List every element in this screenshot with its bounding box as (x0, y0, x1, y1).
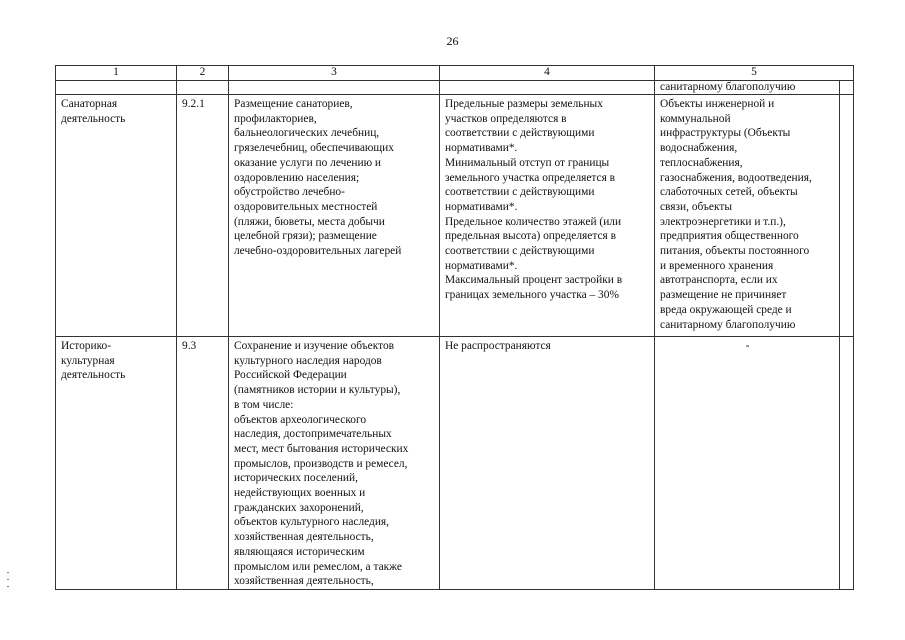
cell-empty (177, 81, 229, 95)
cell-empty (229, 81, 440, 95)
page-number: 26 (446, 34, 459, 48)
scan-edge-mark (7, 579, 9, 580)
continuation-auxiliary-cell: санитарному благополучию (655, 81, 840, 95)
cell-empty (56, 81, 177, 95)
row-auxiliary-cell: Объекты инженерной и коммунальной инфраструктуры (Объекты водоснабжения, теплоснабжения, газоснабжения, водоотведения, слаботочных сетей, объекты связи, объекты электроэнергетики и т.п.), предприятия общественного питания, объекты постоянного и временного хранения автотранспорта, если их размещение не причиняет вреда окружающей среде и санитарному благополучию (655, 95, 840, 337)
cell-empty (440, 81, 655, 95)
row-name-cell: Историко- культурная деятельность (56, 337, 177, 590)
table-header-row (56, 66, 854, 81)
header-col-2: 2 (177, 66, 229, 81)
land-use-regulations-table (55, 65, 854, 590)
cell-empty (840, 337, 854, 590)
row-description-cell: Сохранение и изучение объектов культурного наследия народов Российской Федерации (памятников истории и культуры), в том числе: объектов археологического наследия, достопримечательных мест, мест бытования исторических промыслов, производств и ремесел, исторических поселений, недействующих военных и гражданских захоронений, объектов культурного наследия, хозяйственная деятельность, являющаяся историческим промыслом или ремеслом, а также хозяйственная деятельность, (229, 337, 440, 590)
row-parameters-cell: Не распространяются (440, 337, 655, 590)
scan-edge-mark (7, 572, 9, 573)
row-code-cell: 9.3 (177, 337, 229, 590)
table-row (56, 95, 854, 337)
header-col-1: 1 (56, 66, 177, 81)
table-row (56, 337, 854, 590)
continuation-row (56, 81, 854, 95)
header-col-3: 3 (229, 66, 440, 81)
row-code-cell: 9.2.1 (177, 95, 229, 337)
cell-empty (840, 81, 854, 95)
header-col-5: 5 (655, 66, 854, 81)
header-col-4: 4 (440, 66, 655, 81)
row-name-cell: Санаторная деятельность (56, 95, 177, 337)
row-description-cell: Размещение санаториев, профилакториев, бальнеологических лечебниц, грязелечебниц, обеспечивающих оказание услуги по лечению и оздоровлению населения; обустройство лечебно- оздоровительных местностей (пляжи, бюветы, места добычи целебной грязи); размещение лечебно-оздоровительных лагерей (229, 95, 440, 337)
row-parameters-cell: Предельные размеры земельных участков определяются в соответствии с действующими нормативами*. Минимальный отступ от границы земельного участка определяется в соответствии с действующими нормативами*. Предельное количество этажей (или предельная высота) определяется в соответствии с действующими нормативами*. Максимальный процент застройки в границах земельного участка – 30% (440, 95, 655, 337)
cell-empty (840, 95, 854, 337)
scan-edge-mark (7, 586, 9, 587)
row-auxiliary-cell: - (655, 337, 840, 590)
